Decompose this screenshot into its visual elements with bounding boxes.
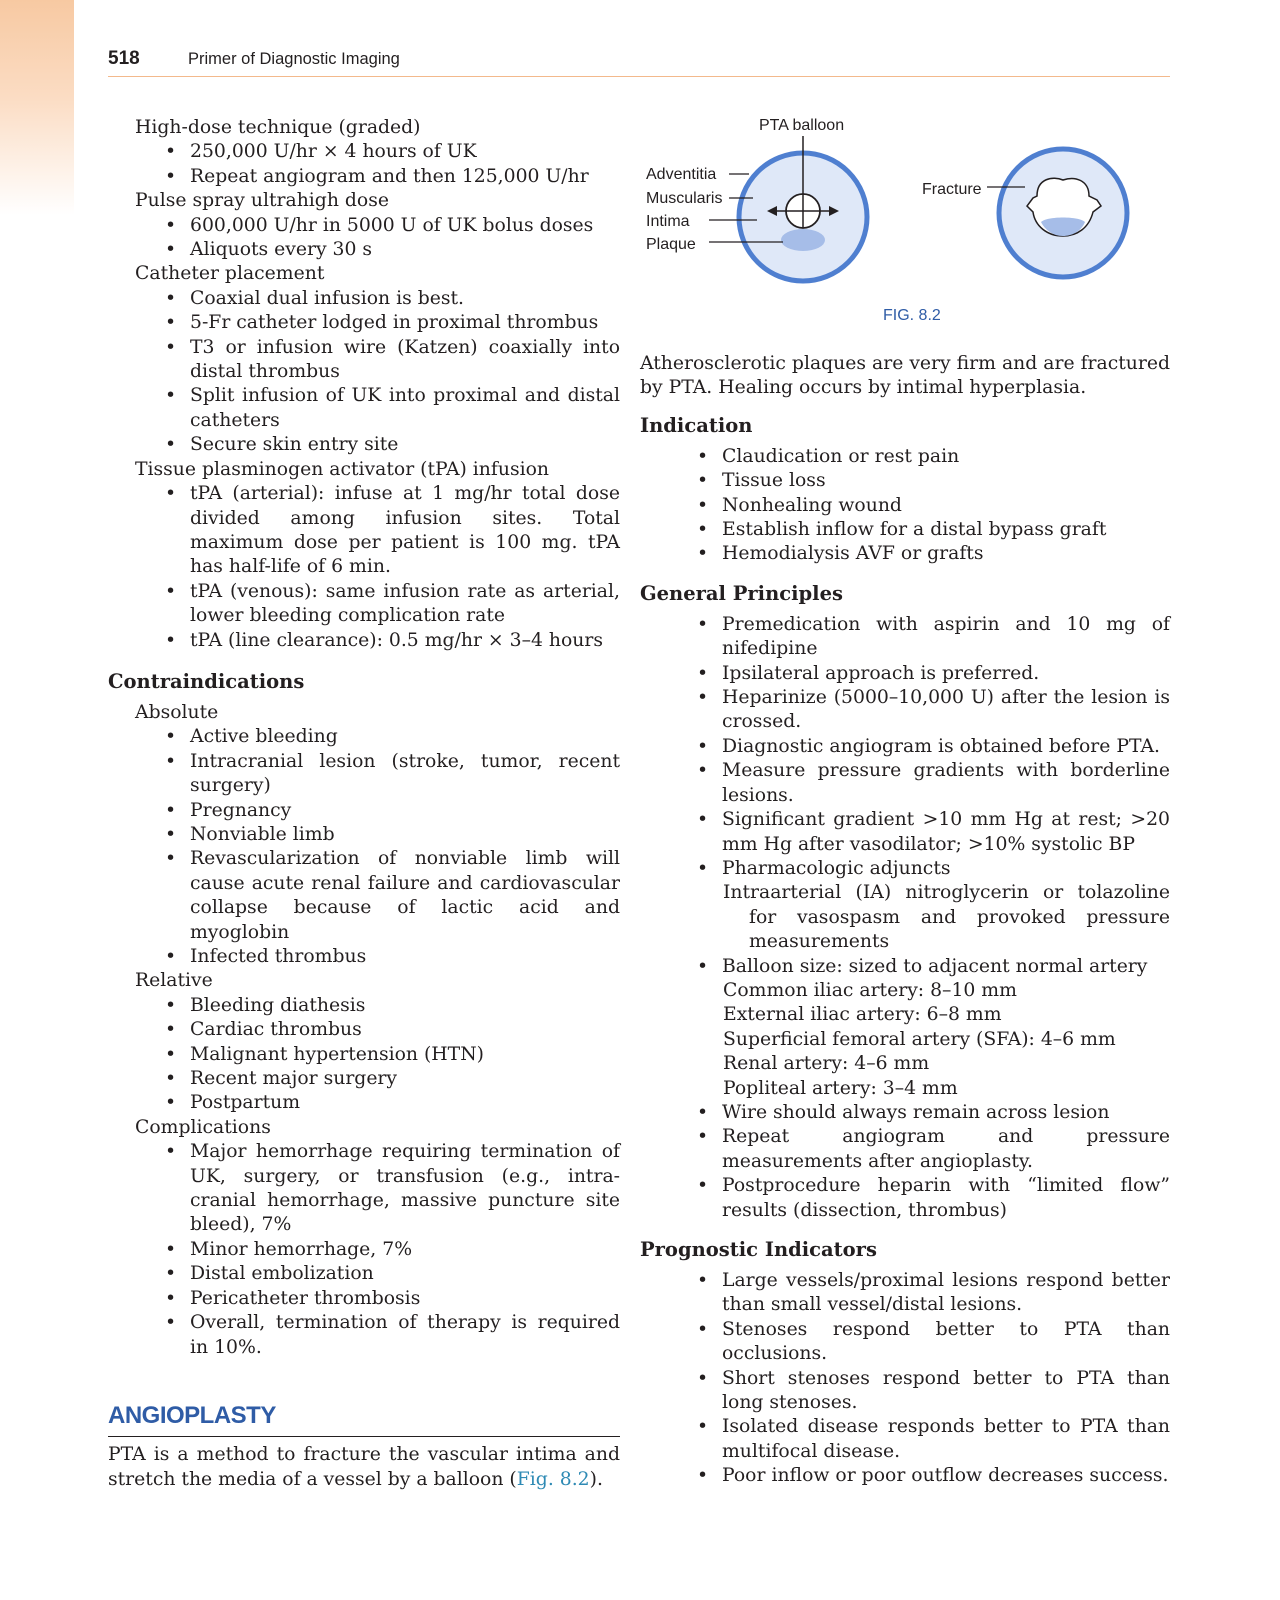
balloon-size-text: • Balloon size: sized to adjacent normal artery bbox=[640, 955, 1170, 979]
general-principles-heading: General Principles bbox=[640, 581, 843, 605]
prognostic-heading: Prognostic Indicators bbox=[640, 1238, 877, 1261]
tpa-title: Tissue plasminogen activator (tPA) infusion bbox=[135, 458, 550, 480]
balloon-size-entry: Popliteal artery: 3–4 mm bbox=[723, 1077, 958, 1099]
list-item: • T3 or infusion wire (Katzen) coaxially into distal thrombus bbox=[108, 336, 620, 385]
figure-link[interactable]: Fig. 8.2 bbox=[516, 1468, 590, 1490]
list-item: • Heparinize (5000–10,000 U) after the lesion is crossed. bbox=[640, 686, 1170, 735]
balloon-size-item bbox=[640, 955, 1170, 979]
catheter-title: Catheter placement bbox=[135, 263, 325, 285]
list-item: • Poor inflow or poor outflow decreases success. bbox=[640, 1464, 1170, 1488]
list-item: • Active bleeding bbox=[108, 725, 620, 749]
angioplasty-heading: ANGIOPLASTY bbox=[108, 1404, 620, 1437]
angioplasty-text-end: ). bbox=[589, 1468, 603, 1490]
balloon-size-entry: Superficial femoral artery (SFA): 4–6 mm bbox=[723, 1028, 1116, 1050]
contraindications-heading: Contraindications bbox=[108, 669, 305, 693]
list-item: • Aliquots every 30 s bbox=[108, 238, 620, 262]
right-column bbox=[640, 117, 1170, 1489]
balloon-size-list bbox=[640, 979, 1170, 1101]
list-item: • Tissue loss bbox=[640, 469, 1170, 493]
list-item: • Major hemorrhage requiring termination of UK, surgery, or transfusion (e.g., intra-cranial hemorrhage, massive puncture site bleed), 7% bbox=[108, 1140, 620, 1238]
adjunct-subitem: Intraarterial (IA) nitroglycerin or tolazoline for vasospasm and provoked pressure measurements bbox=[723, 882, 1170, 953]
balloon-size-entry: External iliac artery: 6–8 mm bbox=[723, 1004, 1002, 1026]
list-item: • Short stenoses respond better to PTA than long stenoses. bbox=[640, 1367, 1170, 1416]
list-item: • tPA (venous): same infusion rate as arterial, lower bleeding complication rate bbox=[108, 580, 620, 629]
figure-caption: FIG. 8.2 bbox=[883, 307, 941, 324]
list-item: • Malignant hypertension (HTN) bbox=[108, 1043, 620, 1067]
list-item: • tPA (arterial): infuse at 1 mg/hr total dose divided among infusion sites. Total maximum dose per patient is 100 mg. tPA has half-life of 6 min. bbox=[108, 482, 620, 580]
list-item: • Measure pressure gradients with borderline lesions. bbox=[640, 759, 1170, 808]
list-item: • Claudication or rest pain bbox=[640, 445, 1170, 469]
list-item: • Intracranial lesion (stroke, tumor, recent surgery) bbox=[108, 750, 620, 799]
relative-list bbox=[108, 994, 620, 1116]
corner-tab-decoration bbox=[0, 0, 74, 215]
list-item: • Revascularization of nonviable limb will cause acute renal failure and cardiovascular collapse because of lactic acid and myoglobin bbox=[108, 847, 620, 945]
list-item: • Isolated disease responds better to PTA than multifocal disease. bbox=[640, 1415, 1170, 1464]
list-item: • 5-Fr catheter lodged in proximal thrombus bbox=[108, 311, 620, 335]
list-item: • Repeat angiogram and then 125,000 U/hr bbox=[108, 165, 620, 189]
list-item: • Establish inflow for a distal bypass graft bbox=[640, 518, 1170, 542]
list-item: • Pregnancy bbox=[108, 799, 620, 823]
list-item: • Postpartum bbox=[108, 1091, 620, 1115]
principles-list-b bbox=[640, 1101, 1170, 1223]
balloon-size-entry: Common iliac artery: 8–10 mm bbox=[723, 979, 1017, 1001]
relative-title: Relative bbox=[135, 970, 213, 992]
plaque-intro-paragraph: Atherosclerotic plaques are very firm and are fractured by PTA. Healing occurs by intimal hyperplasia. bbox=[640, 353, 1170, 399]
list-item: • Split infusion of UK into proximal and distal catheters bbox=[108, 384, 620, 433]
complications-list bbox=[108, 1140, 620, 1360]
list-item: • Pharmacologic adjuncts bbox=[640, 857, 1170, 881]
pulse-spray-title: Pulse spray ultrahigh dose bbox=[135, 190, 389, 212]
list-item: • Nonhealing wound bbox=[640, 494, 1170, 518]
list-item: • Cardiac thrombus bbox=[108, 1018, 620, 1042]
list-item: • Repeat angiogram and pressure measurements after angioplasty. bbox=[640, 1125, 1170, 1174]
list-item: • Diagnostic angiogram is obtained before PTA. bbox=[640, 735, 1170, 759]
absolute-list bbox=[108, 725, 620, 969]
list-item: • Coaxial dual infusion is best. bbox=[108, 287, 620, 311]
list-item: • Minor hemorrhage, 7% bbox=[108, 1238, 620, 1262]
label-intima: Intima bbox=[646, 213, 690, 230]
list-item: • Distal embolization bbox=[108, 1262, 620, 1286]
right-content bbox=[640, 413, 1170, 1489]
pta-figure bbox=[646, 117, 1170, 348]
list-item: • Hemodialysis AVF or grafts bbox=[640, 542, 1170, 566]
list-item: • Overall, termination of therapy is required in 10%. bbox=[108, 1311, 620, 1360]
catheter-list bbox=[108, 287, 620, 458]
tpa-list bbox=[108, 482, 620, 653]
complications-title: Complications bbox=[135, 1116, 271, 1138]
list-item: • Secure skin entry site bbox=[108, 433, 620, 457]
book-title: Primer of Diagnostic Imaging bbox=[188, 50, 400, 68]
list-item: • Nonviable limb bbox=[108, 823, 620, 847]
label-pta-balloon: PTA balloon bbox=[759, 117, 845, 134]
high-dose-title: High-dose technique (graded) bbox=[135, 117, 421, 138]
left-column bbox=[108, 116, 620, 1492]
list-item: • tPA (line clearance): 0.5 mg/hr × 3–4 hours bbox=[108, 629, 620, 653]
page-number: 518 bbox=[108, 48, 140, 69]
indication-heading: Indication bbox=[640, 413, 753, 437]
list-item: • Wire should always remain across lesion bbox=[640, 1101, 1170, 1125]
angioplasty-paragraph bbox=[108, 1443, 620, 1492]
list-item: • Postprocedure heparin with “limited flow” results (dissection, thrombus) bbox=[640, 1174, 1170, 1223]
indication-list bbox=[640, 445, 1170, 567]
angioplasty-text-start: PTA is a method to fracture the vascular intima and stretch the media of a vessel by a balloon ( bbox=[108, 1444, 620, 1490]
list-item: • Pericatheter thrombosis bbox=[108, 1287, 620, 1311]
plaque-shape bbox=[781, 229, 825, 251]
list-item: • Ipsilateral approach is preferred. bbox=[640, 662, 1170, 686]
balloon-size-entry: Renal artery: 4–6 mm bbox=[723, 1053, 930, 1075]
high-dose-list bbox=[108, 140, 620, 189]
label-plaque: Plaque bbox=[646, 236, 696, 253]
prognostic-list bbox=[640, 1269, 1170, 1489]
list-item: • Bleeding diathesis bbox=[108, 994, 620, 1018]
list-item: • Significant gradient >10 mm Hg at rest; >20 mm Hg after vasodilator; >10% systolic BP bbox=[640, 808, 1170, 857]
label-adventitia: Adventitia bbox=[646, 166, 717, 183]
list-item: • Stenoses respond better to PTA than occlusions. bbox=[640, 1318, 1170, 1367]
running-header bbox=[108, 46, 1170, 77]
list-item: • Infected thrombus bbox=[108, 945, 620, 969]
list-item: • 600,000 U/hr in 5000 U of UK bolus doses bbox=[108, 214, 620, 238]
pulse-spray-list bbox=[108, 214, 620, 263]
list-item: • Recent major surgery bbox=[108, 1067, 620, 1091]
label-muscularis: Muscularis bbox=[646, 190, 723, 207]
list-item: • 250,000 U/hr × 4 hours of UK bbox=[108, 140, 620, 164]
list-item: • Large vessels/proximal lesions respond better than small vessel/distal lesions. bbox=[640, 1269, 1170, 1318]
label-fracture: Fracture bbox=[922, 181, 982, 198]
principles-list-a bbox=[640, 613, 1170, 881]
absolute-title: Absolute bbox=[135, 701, 219, 723]
list-item: • Premedication with aspirin and 10 mg of nifedipine bbox=[640, 613, 1170, 662]
